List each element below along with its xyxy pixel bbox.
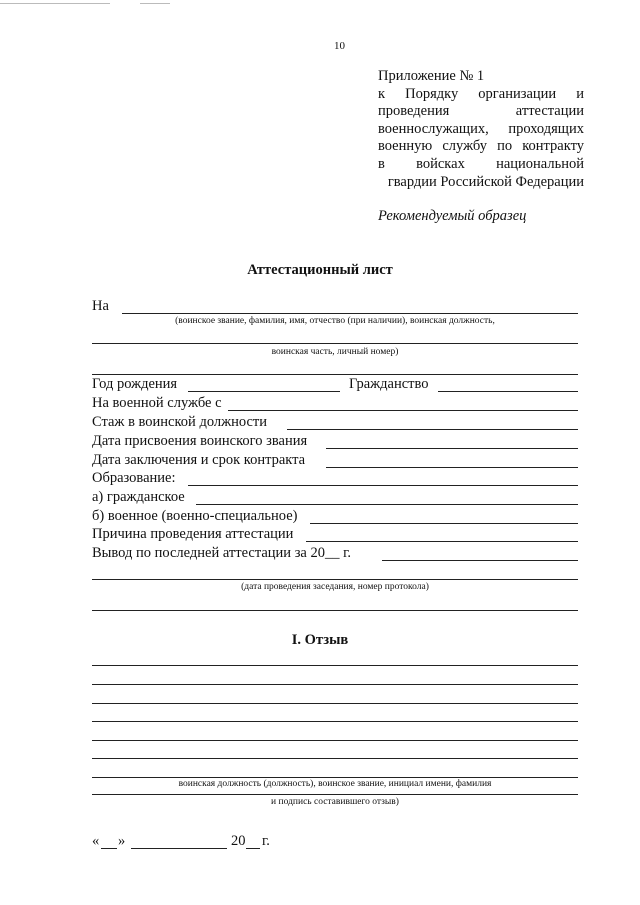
review-signer-line-2[interactable] <box>92 794 578 795</box>
appendix-line: гвардии Российской Федерации <box>387 173 584 190</box>
education-civil-line[interactable] <box>196 504 578 505</box>
position-tenure-label: Стаж в воинской должности <box>92 414 268 430</box>
education-military-label: б) военное (военно-специальное) <box>92 508 298 524</box>
review-line[interactable] <box>92 684 578 685</box>
meeting-line[interactable] <box>92 579 578 580</box>
scan-artifact <box>140 3 170 4</box>
education-military-line[interactable] <box>310 523 578 524</box>
appendix-line: к Порядку организации и <box>378 85 584 102</box>
review-signer-line[interactable] <box>92 777 578 778</box>
appendix-line: проведения аттестации <box>378 103 584 120</box>
review-line[interactable] <box>92 665 578 666</box>
date-year-line[interactable] <box>246 848 260 849</box>
education-civil-label: а) гражданское <box>92 489 185 505</box>
citizenship-line[interactable] <box>438 391 578 392</box>
birth-year-line[interactable] <box>188 391 340 392</box>
contract-line[interactable] <box>326 467 578 468</box>
review-line[interactable] <box>92 740 578 741</box>
service-since-line[interactable] <box>228 410 578 411</box>
recipient-line-2[interactable] <box>92 343 578 344</box>
to-label: На <box>92 298 109 314</box>
last-conclusion-line[interactable] <box>382 560 578 561</box>
date-open-quote: « <box>92 833 100 849</box>
meeting-line-2[interactable] <box>92 610 578 611</box>
contract-label: Дата заключения и срок контракта <box>92 452 306 468</box>
recipient-caption-2: воинская часть, личный номер) <box>271 347 399 357</box>
recipient-line[interactable] <box>122 313 578 314</box>
review-line[interactable] <box>92 703 578 704</box>
review-line[interactable] <box>92 758 578 759</box>
date-month-line[interactable] <box>131 848 227 849</box>
reason-label: Причина проведения аттестации <box>92 526 294 542</box>
recipient-caption: (воинское звание, фамилия, имя, отчество (при наличии), воинская должность, <box>175 316 495 326</box>
appendix-line: военнослужащих, проходящих <box>378 120 584 137</box>
citizenship-label: Гражданство <box>349 376 429 392</box>
scan-artifact <box>0 3 110 4</box>
meeting-caption: (дата проведения заседания, номер протокола) <box>241 582 429 592</box>
date-year-prefix: 20 <box>231 833 246 849</box>
date-year-suffix: г. <box>262 833 270 849</box>
appendix-line: в войсках национальной <box>378 155 584 172</box>
appendix-line: военную службу по контракту <box>378 138 584 155</box>
page-number: 10 <box>334 40 345 52</box>
signer-caption: воинская должность (должность), воинское звание, инициал имени, фамилия <box>178 779 492 789</box>
education-line[interactable] <box>188 485 578 486</box>
last-conclusion-label: Вывод по последней аттестации за 20__ г. <box>92 545 352 561</box>
review-line[interactable] <box>92 721 578 722</box>
service-since-label: На военной службе с <box>92 395 222 411</box>
sample-label: Рекомендуемый образец <box>378 208 527 224</box>
birth-year-label: Год рождения <box>92 376 178 392</box>
rank-date-label: Дата присвоения воинского звания <box>92 433 308 449</box>
date-day-line[interactable] <box>101 848 117 849</box>
rank-date-line[interactable] <box>326 448 578 449</box>
recipient-line-3[interactable] <box>92 374 578 375</box>
appendix-line: Приложение № 1 <box>378 68 485 84</box>
signer-caption-2: и подпись составившего отзыв) <box>271 797 399 807</box>
reason-line[interactable] <box>306 541 578 542</box>
education-label: Образование: <box>92 470 176 486</box>
sheet-title: Аттестационный лист <box>247 262 393 278</box>
position-tenure-line[interactable] <box>287 429 578 430</box>
review-title: I. Отзыв <box>291 632 349 648</box>
appendix-block <box>378 68 584 191</box>
date-close-quote: » <box>118 833 126 849</box>
